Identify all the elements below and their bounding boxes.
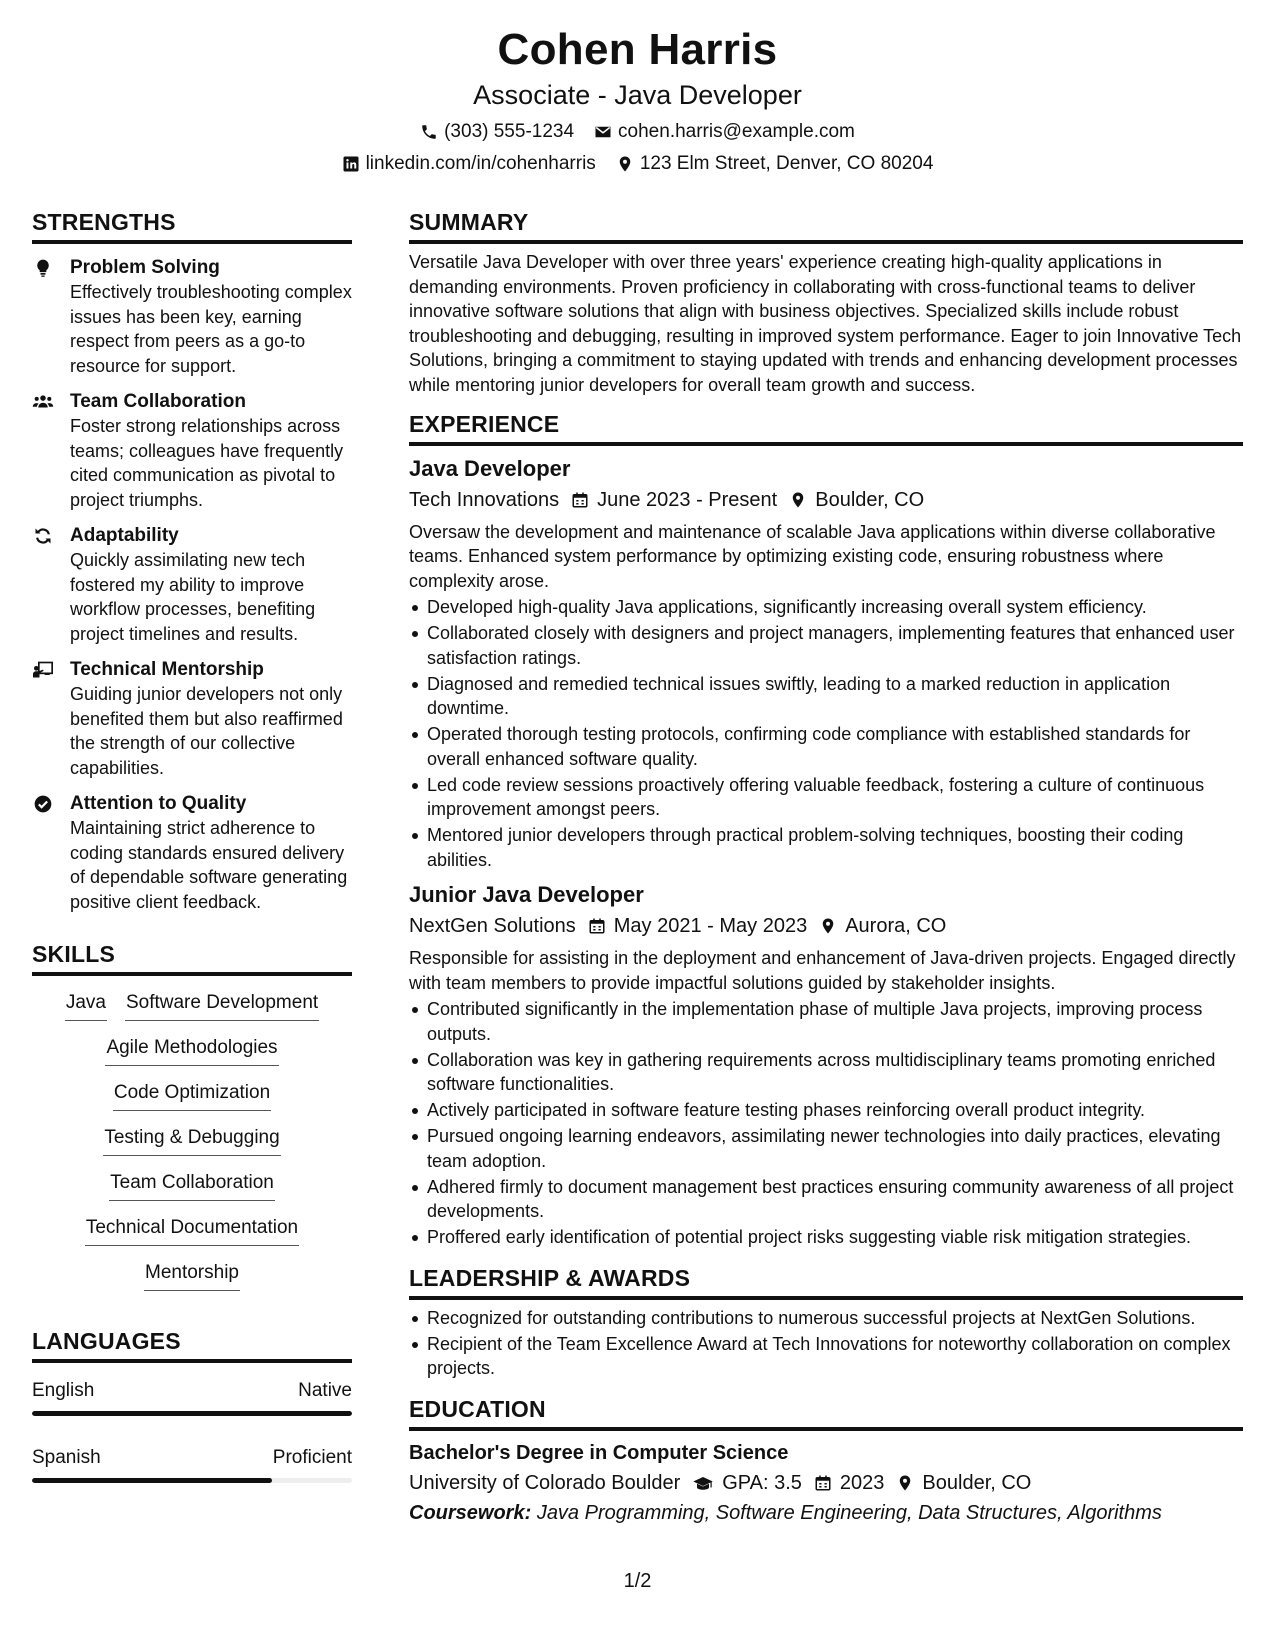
calendar-icon (588, 917, 606, 935)
languages-list (32, 1379, 352, 1483)
candidate-role: Associate - Java Developer (473, 80, 802, 110)
language-name: Spanish (32, 1447, 101, 1468)
bullet-item: Recognized for outstanding contributions to numerous successful projects at NextGen Solutions. (409, 1306, 1243, 1331)
bullet-item: Operated thorough testing protocols, confirming code compliance with established standards for overall enhanced software quality. (409, 722, 1243, 771)
graduation-cap-icon (692, 1474, 714, 1492)
experience-title: EXPERIENCE (409, 410, 1243, 446)
email-contact[interactable] (594, 120, 855, 144)
strength-title: Attention to Quality (70, 793, 247, 814)
coursework-label: Coursework: (409, 1501, 532, 1524)
envelope-icon (594, 123, 612, 141)
job-location: Aurora, CO (845, 915, 947, 938)
strength-desc: Guiding junior developers not only benefited them but also reaffirmed the strength of our collective capabilities. (70, 684, 343, 778)
skill-tag: Software Development (125, 990, 319, 1021)
languages-title: LANGUAGES (32, 1327, 352, 1363)
strength-desc: Foster strong relationships across teams; colleagues have frequently cited communication as pivotal to project triumphs. (70, 416, 344, 510)
calendar-icon (571, 491, 589, 509)
skill-tag: Code Optimization (113, 1080, 271, 1111)
job-dates: June 2023 - Present (597, 488, 778, 511)
education-year: 2023 (839, 1471, 885, 1494)
strength-item (32, 524, 352, 646)
summary-text: Versatile Java Developer with over three years' experience creating high-quality applications in demanding environments. Proven proficiency in collaborating with cross-functional teams to deliver innovative software solutions that align with business objectives. Specialized skills include robust troubleshooting and debugging, resulting in improved system performance. Eager to join Innovative Tech Solutions, bringing a commitment to staying updated with trends and enhancing development processes while mentoring junior developers for overall team growth and success. (409, 252, 1242, 395)
resume-header (0, 24, 1275, 176)
education-title: EDUCATION (409, 1395, 1243, 1431)
coursework-text: Java Programming, Software Engineering, Data Structures, Algorithms (536, 1501, 1162, 1524)
education-meta (409, 1469, 1243, 1497)
skills-list (32, 990, 352, 1305)
job-description: Oversaw the development and maintenance of scalable Java applications within diverse collaborative teams. Enhanced system performance by optimizing existing code, ensuring robustness where complexity arose. (409, 521, 1216, 591)
skill-tag: Testing & Debugging (103, 1125, 280, 1156)
strength-item (32, 256, 352, 378)
education-location: Boulder, CO (922, 1471, 1032, 1494)
strength-title: Technical Mentorship (70, 659, 264, 680)
language-proficiency-bar (32, 1478, 352, 1483)
job-location: Boulder, CO (815, 488, 925, 511)
skill-tag: Mentorship (144, 1260, 240, 1291)
strength-desc: Maintaining strict adherence to coding standards ensured delivery of dependable software generating positive client feedback. (70, 818, 348, 912)
teacher-icon (32, 660, 54, 680)
job-description: Responsible for assisting in the deployment and enhancement of Java-driven projects. Engaged directly with team members to provide impactful solutions guided by stakeholder insights. (409, 948, 1236, 993)
job-meta (409, 912, 1243, 940)
job-entry (409, 880, 1243, 1250)
right-column (409, 208, 1243, 1527)
bullet-item: Developed high-quality Java applications, significantly increasing overall system efficiency. (409, 595, 1243, 620)
bullet-item: Mentored junior developers through practical problem-solving techniques, boosting their coding abilities. (409, 823, 1243, 872)
language-item (32, 1379, 352, 1416)
calendar-icon (814, 1474, 832, 1492)
strength-title: Team Collaboration (70, 391, 246, 412)
linkedin-icon (342, 155, 360, 173)
users-icon (32, 392, 54, 412)
strength-desc: Effectively troubleshooting complex issues has been key, earning respect from peers as a go-to resource for support. (70, 282, 352, 376)
bullet-item: Pursued ongoing learning endeavors, assimilating newer technologies into daily practices, elevating team adoption. (409, 1124, 1243, 1173)
bullet-item: Recipient of the Team Excellence Award at Tech Innovations for noteworthy collaboration on complex projects. (409, 1332, 1243, 1381)
check-circle-icon (32, 794, 54, 814)
job-dates: May 2021 - May 2023 (613, 915, 808, 938)
address-contact (616, 152, 934, 176)
education-gpa: GPA: 3.5 (722, 1471, 802, 1494)
language-name: English (32, 1380, 95, 1401)
strength-title: Problem Solving (70, 257, 220, 278)
skill-tag: Technical Documentation (85, 1215, 299, 1246)
job-entry (409, 454, 1243, 873)
strengths-title: STRENGTHS (32, 208, 352, 244)
job-bullets (409, 997, 1243, 1250)
bullet-item: Collaboration was key in gathering requirements across multidisciplinary teams promoting enriched software functionalities. (409, 1048, 1243, 1097)
language-level: Proficient (272, 1447, 352, 1468)
summary-title: SUMMARY (409, 208, 1243, 244)
map-pin-icon (819, 917, 837, 935)
leadership-title: LEADERSHIP & AWARDS (409, 1264, 1243, 1300)
bullet-item: Collaborated closely with designers and project managers, implementing features that enhanced user satisfaction ratings. (409, 621, 1243, 670)
education-degree: Bachelor's Degree in Computer Science (409, 1441, 789, 1464)
phone-icon (420, 123, 438, 141)
email-text[interactable]: cohen.harris@example.com (618, 121, 855, 142)
language-proficiency-fill (32, 1478, 272, 1483)
bullet-item: Actively participated in software feature testing phases reinforcing overall product integrity. (409, 1098, 1243, 1123)
phone-contact (420, 120, 574, 144)
sync-icon (32, 526, 54, 546)
bullet-item: Proffered early identification of potential project risks suggesting viable risk mitigation strategies. (409, 1225, 1243, 1250)
language-proficiency-fill (32, 1411, 352, 1416)
job-meta (409, 486, 1243, 514)
linkedin-contact[interactable] (342, 152, 596, 176)
skill-tag: Team Collaboration (109, 1170, 275, 1201)
skill-tag: Agile Methodologies (105, 1035, 278, 1066)
page-number: 1/2 (623, 1570, 652, 1592)
education-coursework (409, 1499, 1243, 1527)
strength-item (32, 390, 352, 512)
strength-title: Adaptability (70, 525, 179, 546)
language-level: Native (298, 1380, 352, 1401)
skill-tag: Java (65, 990, 107, 1021)
map-pin-icon (616, 155, 634, 173)
candidate-name: Cohen Harris (497, 25, 778, 74)
left-column (32, 208, 352, 1513)
job-title: Java Developer (409, 455, 571, 481)
bullet-item: Adhered firmly to document management best practices ensuring community awareness of all project developments. (409, 1175, 1243, 1224)
contact-row-2 (0, 152, 1275, 176)
address-text: 123 Elm Street, Denver, CO 80204 (639, 153, 934, 174)
leadership-bullets (409, 1306, 1243, 1381)
map-pin-icon (789, 491, 807, 509)
contact-row-1 (0, 120, 1275, 144)
job-company: Tech Innovations (409, 488, 560, 511)
language-item (32, 1446, 352, 1483)
education-school: University of Colorado Boulder (409, 1471, 681, 1494)
job-company: NextGen Solutions (409, 915, 576, 938)
strength-item (32, 658, 352, 780)
bullet-item: Led code review sessions proactively offering valuable feedback, fostering a culture of continuous improvement amongst peers. (409, 773, 1243, 822)
map-pin-icon (896, 1474, 914, 1492)
lightbulb-icon (32, 258, 54, 278)
skills-title: SKILLS (32, 940, 352, 976)
linkedin-text[interactable]: linkedin.com/in/cohenharris (365, 153, 596, 174)
bullet-item: Contributed significantly in the implementation phase of multiple Java projects, improving process outputs. (409, 997, 1243, 1046)
phone-text: (303) 555-1234 (444, 121, 575, 142)
language-proficiency-bar (32, 1411, 352, 1416)
bullet-item: Diagnosed and remedied technical issues swiftly, leading to a marked reduction in application downtime. (409, 672, 1243, 721)
strength-desc: Quickly assimilating new tech fostered my ability to improve workflow processes, benefiting project timelines and results. (70, 550, 316, 644)
job-title: Junior Java Developer (409, 882, 644, 908)
job-bullets (409, 595, 1243, 872)
strength-item (32, 792, 352, 914)
